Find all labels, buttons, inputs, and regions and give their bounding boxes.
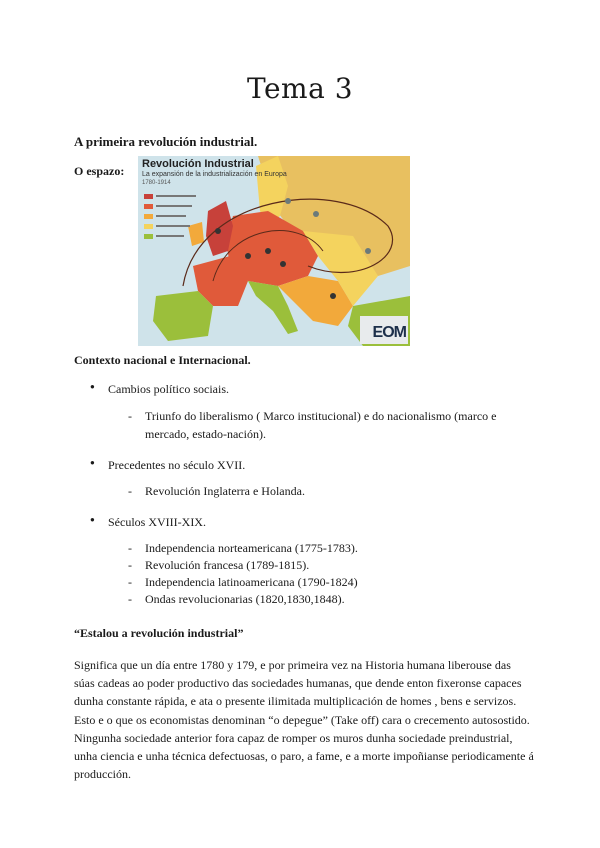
space-label: O espazo: bbox=[74, 164, 125, 178]
sub-bullet-text: Independencia latinoamericana (1790-1824) bbox=[145, 575, 358, 589]
legend-swatch-5 bbox=[144, 234, 153, 239]
map-title: Revolución Industrial bbox=[142, 158, 254, 170]
sub-bullet-item bbox=[128, 539, 508, 557]
dash-marker: - bbox=[128, 592, 132, 606]
section-heading-context: Contexto nacional e Internacional. bbox=[74, 353, 251, 367]
eom-logo: EOM bbox=[372, 324, 406, 341]
section-heading-quote: “Estalou a revolución industrial” bbox=[74, 626, 244, 640]
body-paragraph: Significa que un día entre 1780 y 179, e por primeira vez na Historia humana liberouse das súas cadeas ao poder productivo das sociedades humanas, que dende enton fixeronse capaces dunha constante rápida, e ata o presente ilimitada multiplicación de homes , bens e servizos. Esto e o que os economistas denominan “o depegue” (Take off) cara o crecemento autosostido. Ningunha sociedade anterior fora capaz de romper os muros dunha sociedade preindustrial, unha ciencia e unha técnica defectuosas, o paro, a fame, e a morte impoñianse periodicamente á producción. bbox=[74, 658, 534, 782]
factory-icon bbox=[330, 293, 336, 299]
factory-icon bbox=[313, 211, 319, 217]
map-subtitle: La expansión de la industrialización en Europa bbox=[142, 171, 287, 178]
dash-marker: - bbox=[128, 409, 132, 423]
dash-marker: - bbox=[128, 575, 132, 589]
legend-line-1 bbox=[156, 195, 196, 197]
sub-bullet-item bbox=[128, 482, 508, 500]
sub-bullet-item bbox=[128, 573, 508, 591]
europe-map-graphic bbox=[138, 156, 410, 346]
factory-icon bbox=[285, 198, 291, 204]
factory-icon bbox=[215, 228, 221, 234]
industrial-revolution-map bbox=[138, 156, 410, 346]
factory-icon bbox=[365, 248, 371, 254]
dash-marker: - bbox=[128, 541, 132, 555]
sub-bullet-item bbox=[128, 590, 508, 608]
legend-swatch-2 bbox=[144, 204, 153, 209]
bullet-label: Séculos XVIII-XIX. bbox=[108, 515, 206, 529]
sub-bullet-text: Revolución francesa (1789-1815). bbox=[145, 558, 310, 572]
legend-line-3 bbox=[156, 215, 186, 217]
sub-bullet-text: Independencia norteamericana (1775-1783). bbox=[145, 541, 358, 555]
dash-marker: - bbox=[128, 558, 132, 572]
sub-bullet-text: Revolución Inglaterra e Holanda. bbox=[145, 484, 305, 498]
factory-icon bbox=[280, 261, 286, 267]
sub-bullet-item bbox=[128, 407, 508, 443]
dash-marker: - bbox=[128, 484, 132, 498]
sub-bullet-item bbox=[128, 556, 508, 574]
legend-line-4 bbox=[156, 225, 190, 227]
legend-line-5 bbox=[156, 235, 184, 237]
legend-swatch-1 bbox=[144, 194, 153, 199]
factory-icon bbox=[265, 248, 271, 254]
legend-swatch-3 bbox=[144, 214, 153, 219]
section-heading-revolution: A primeira revolución industrial. bbox=[74, 134, 258, 149]
legend-swatch-4 bbox=[144, 224, 153, 229]
map-dates: 1780-1914 bbox=[142, 180, 171, 186]
factory-icon bbox=[245, 253, 251, 259]
legend-line-2 bbox=[156, 205, 192, 207]
page-title: Tema 3 bbox=[246, 72, 354, 105]
sub-bullet-text: Ondas revolucionarias (1820,1830,1848). bbox=[145, 592, 345, 606]
bullet-label: Precedentes no século XVII. bbox=[108, 458, 246, 472]
bullet-label: Cambios político sociais. bbox=[108, 382, 229, 396]
sub-bullet-text: Triunfo do liberalismo ( Marco institucional) e do nacionalismo (marco e mercado, estado-nación). bbox=[145, 409, 497, 441]
